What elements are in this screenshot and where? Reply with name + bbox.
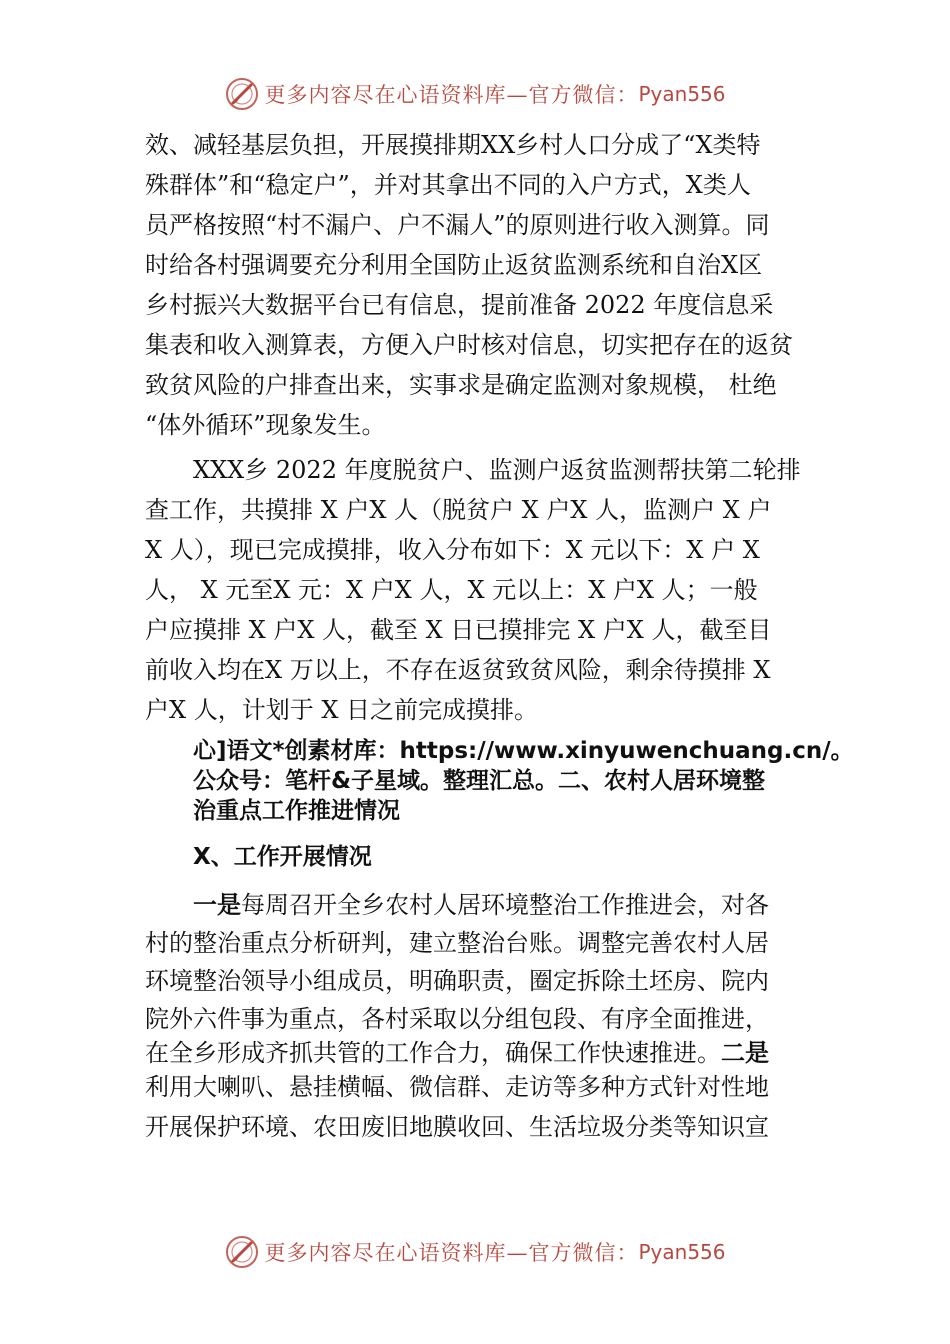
text-line: 时给各村强调要充分利用全国防止返贫监测系统和自治X区: [145, 251, 763, 279]
text-span: 每周召开全乡农村人居环境整治工作推进会，对各: [241, 891, 769, 919]
section-title-line: 治重点工作推进情况: [193, 798, 400, 824]
text-span: 在全乡形成齐抓共管的工作合力，确保工作快速推进。: [145, 1039, 721, 1067]
footer-banner: [0, 1230, 950, 1274]
text-line: 致贫风险的户排查出来，实事求是确定监测对象规模， 杜绝: [145, 371, 777, 399]
text-line: 效、减轻基层负担，开展摸排期XX乡村人口分成了“X类特: [145, 131, 761, 159]
text-line: X 人），现已完成摸排，收入分布如下：X 元以下：X 户 X: [145, 536, 760, 564]
section-heading: X、工作开展情况: [193, 844, 372, 870]
lead-bold-label: 二是: [721, 1039, 769, 1067]
banner-text: 更多内容尽在心语资料库—官方微信：: [264, 1241, 639, 1265]
text-line: 集表和收入测算表，方便入户时核对信息，切实把存在的返贫: [145, 331, 793, 359]
text-line: 查工作，共摸排 X 户X 人（脱贫户 X 户X 人，监测户 X 户: [145, 496, 772, 524]
watermark-line: 心]语文*创素材库：https://www.xinyuwenchuang.cn/。: [193, 738, 854, 764]
text-line: 员严格按照“村不漏户、户不漏人”的原则进行收入测算。同: [145, 211, 770, 239]
text-line: 开展保护环境、农田废旧地膜收回、生活垃圾分类等知识宣: [145, 1113, 769, 1141]
text-line: 户应摸排 X 户X 人，截至 X 日已摸排完 X 户X 人，截至目: [145, 616, 772, 644]
text-line: [145, 1038, 769, 1068]
lead-bold-label: 一是: [193, 891, 241, 919]
text-line: 殊群体”和“稳定户”，并对其拿出不同的入户方式，X类人: [145, 171, 751, 199]
banner-wechat-id: Pyan556: [638, 82, 726, 106]
text-line: 村的整治重点分析研判，建立整治台账。调整完善农村人居: [145, 929, 769, 957]
header-banner: [0, 72, 950, 116]
text-line: [193, 890, 769, 920]
text-line: 利用大喇叭、悬挂横幅、微信群、走访等多种方式针对性地: [145, 1073, 769, 1101]
text-line: 环境整治领导小组成员，明确职责，圈定拆除土坯房、院内: [145, 967, 769, 995]
banner-wechat-id: Pyan556: [638, 1240, 726, 1264]
watermark-line: 公众号：笔杆&子星域。整理汇总。二、农村人居环境整: [193, 768, 766, 794]
text-line: XXX乡 2022 年度脱贫户、监测户返贫监测帮扶第二轮排: [193, 456, 801, 484]
text-line: 户X 人，计划于 X 日之前完成摸排。: [145, 696, 539, 724]
text-line: 前收入均在X 万以上，不存在返贫致贫风险，剩余待摸排 X: [145, 656, 771, 684]
banner-text: 更多内容尽在心语资料库—官方微信：: [264, 83, 639, 107]
brush-logo-icon: [224, 76, 260, 112]
text-line: 院外六件事为重点，各村采取以分组包段、有序全面推进，: [145, 1005, 769, 1033]
text-line: 乡村振兴大数据平台已有信息，提前准备 2022 年度信息采: [145, 291, 774, 319]
brush-logo-icon: [224, 1234, 260, 1270]
text-line: “体外循环”现象发生。: [145, 411, 386, 439]
text-line: 人， X 元至X 元：X 户X 人，X 元以上：X 户X 人；一般: [145, 576, 758, 604]
